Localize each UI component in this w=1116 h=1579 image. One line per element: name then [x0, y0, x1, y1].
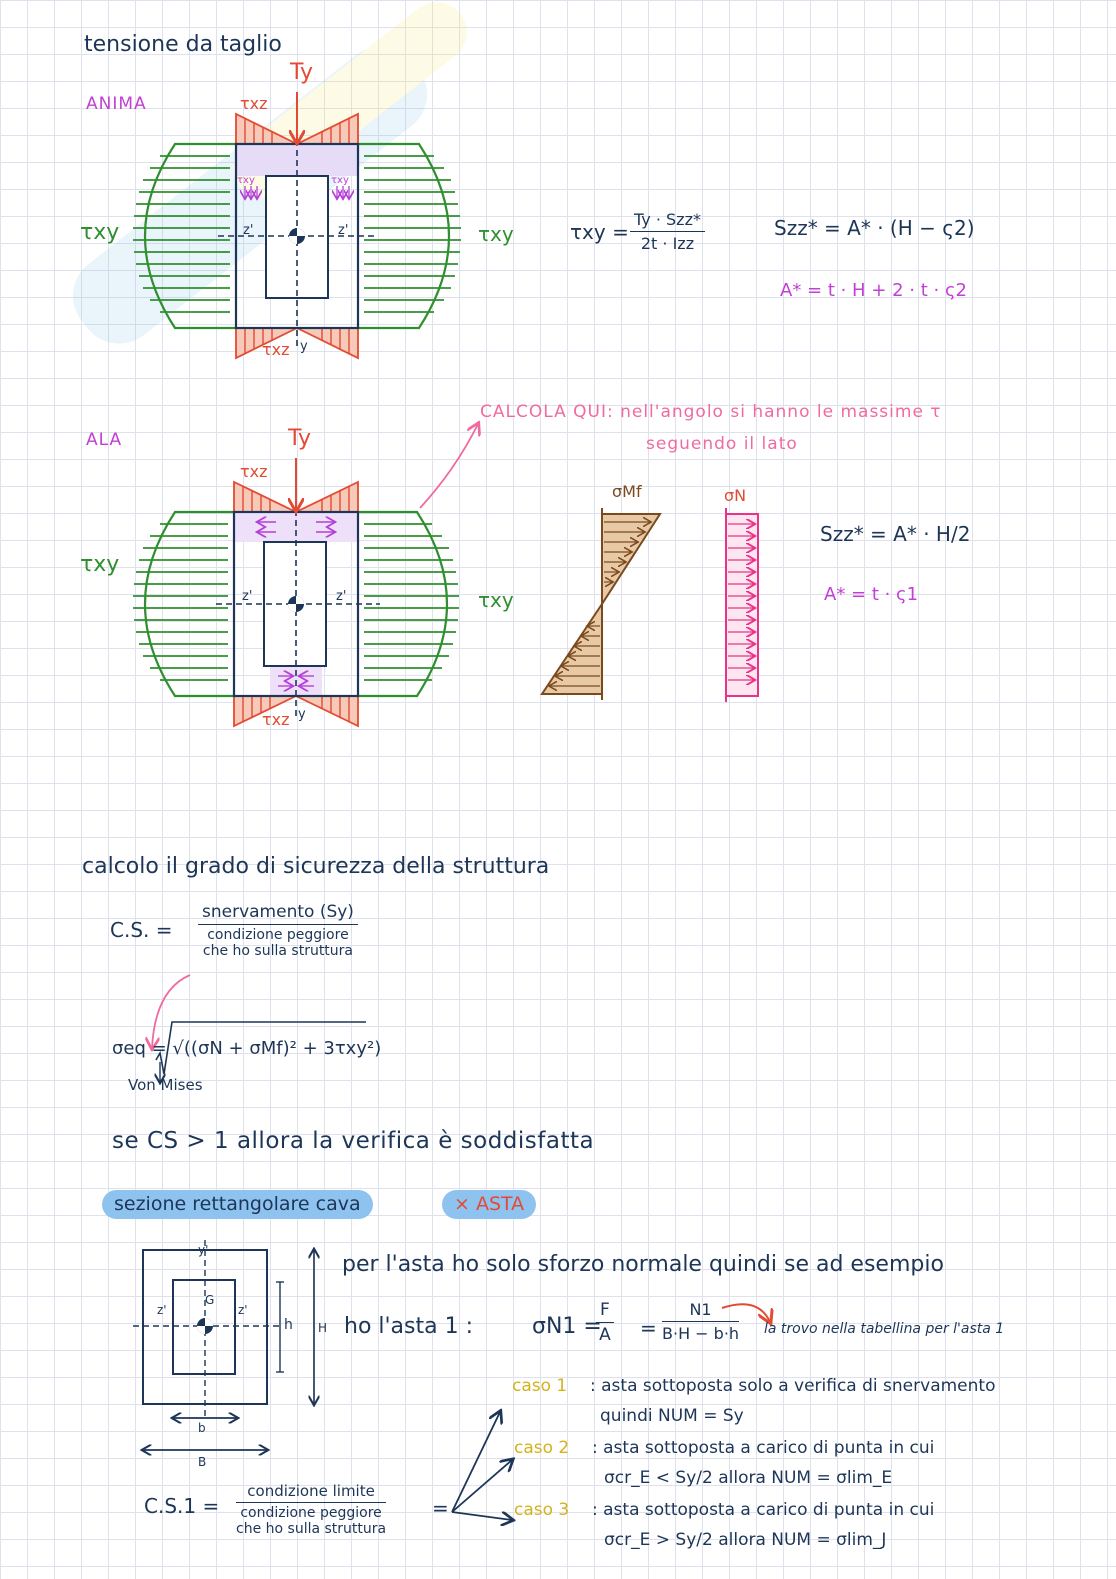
- txy-small-right: τxy: [331, 175, 349, 186]
- txz-top-anima: τxz: [240, 94, 268, 113]
- case3-line2: σcr_E > Sy/2 allora NUM = σlim_J: [604, 1530, 887, 1550]
- frac1-num: F: [596, 1300, 614, 1323]
- txy-formula-fraction: [630, 210, 705, 253]
- cs-num: snervamento (Sy): [198, 902, 358, 925]
- txy-right-ala: τxy: [478, 588, 514, 612]
- cs-fraction: [198, 902, 358, 959]
- frac1-den: A: [599, 1325, 611, 1345]
- frac-f-over-a: [596, 1300, 614, 1345]
- cs1-lhs: C.S.1 =: [144, 1494, 220, 1518]
- txy-formula-lhs: τxy =: [570, 220, 629, 244]
- frac2-num: N1: [662, 1300, 739, 1322]
- txy-left-anima: τxy: [80, 220, 120, 245]
- equals-sign: =: [640, 1316, 657, 1340]
- sigma-n1-lhs: σN1 =: [532, 1314, 602, 1339]
- sigma-mf-diagram: [542, 508, 660, 700]
- fig-g-label: G: [205, 1293, 215, 1307]
- fig-h-label: h: [284, 1317, 293, 1333]
- cs-lhs: C.S. =: [110, 918, 173, 942]
- cs1-fraction: [236, 1482, 386, 1537]
- y-axis-label-ala: y: [298, 707, 306, 722]
- von-mises-label: Von Mises: [128, 1076, 203, 1094]
- fig-B-label: B: [198, 1455, 207, 1469]
- pill-asta: × ASTA: [442, 1190, 536, 1219]
- txy-right-anima: τxy: [478, 222, 514, 246]
- sigma-mf-label: σMf: [612, 482, 642, 501]
- z-prime-right-ala: z': [336, 589, 347, 604]
- case1-tag: caso 1: [512, 1376, 568, 1396]
- asta-text-line1: per l'asta ho solo sforzo normale quindi se ad esempio: [342, 1252, 944, 1277]
- case2-tag: caso 2: [514, 1438, 570, 1458]
- z-prime-left-anima: z': [243, 223, 254, 238]
- txy-small-left: τxy: [237, 175, 255, 186]
- z-prime-right-anima: z': [338, 223, 349, 238]
- case1-line2: quindi NUM = Sy: [600, 1406, 744, 1426]
- cs1-num: condizione limite: [236, 1482, 386, 1503]
- cs-den-line1: condizione peggiore: [207, 927, 349, 943]
- ty-label-ala: Ty: [288, 426, 312, 451]
- case2-line1: : asta sottoposta a carico di punta in cui: [592, 1438, 935, 1458]
- case3-line1: : asta sottoposta a carico di punta in cui: [592, 1500, 935, 1520]
- ty-label-anima: Ty: [290, 60, 314, 85]
- section-title: tensione da taglio: [84, 32, 282, 57]
- ala-figure: [133, 458, 459, 729]
- txz-bottom-anima: τxz: [262, 340, 290, 359]
- ala-label: ALA: [86, 430, 123, 450]
- z-prime-left-ala: z': [242, 589, 253, 604]
- cs-den-line2: che ho sulla struttura: [202, 943, 354, 959]
- szz-anima: Szz* = A* · (H − ς2): [774, 216, 975, 240]
- cs1-den-line1: condizione peggiore: [240, 1505, 382, 1521]
- cs1-den-line2: che ho sulla struttura: [236, 1521, 387, 1537]
- frac2-den: B·H − b·h: [662, 1324, 740, 1343]
- verifica-text: se CS > 1 allora la verifica è soddisfatta: [112, 1128, 595, 1154]
- txz-top-ala: τxz: [240, 462, 268, 481]
- calcola-note-line2: seguendo il lato: [646, 434, 798, 454]
- txy-formula-num: Ty · Szz*: [630, 210, 705, 232]
- szz-ala: Szz* = A* · H/2: [820, 522, 971, 546]
- asta-text-line2: ho l'asta 1 :: [344, 1314, 474, 1339]
- sigma-n-diagram: [726, 508, 758, 702]
- fig-z-left-label: z': [157, 1303, 167, 1317]
- astar-anima: A* = t · H + 2 · t · ς2: [780, 280, 967, 301]
- anima-label: ANIMA: [86, 94, 147, 114]
- calcola-note-line1: CALCOLA QUI: nell'angolo si hanno le massime τ: [480, 402, 942, 422]
- sigma-n-label: σN: [724, 486, 747, 505]
- frac-n1-over-area: [662, 1300, 739, 1343]
- case3-tag: caso 3: [514, 1500, 570, 1520]
- safety-heading: calcolo il grado di sicurezza della struttura: [82, 854, 550, 879]
- pill-sezione: sezione rettangolare cava: [102, 1190, 373, 1219]
- case2-line2: σcr_E < Sy/2 allora NUM = σlim_E: [604, 1468, 893, 1488]
- txy-left-ala: τxy: [80, 552, 120, 577]
- hollow-rect-figure: [133, 1240, 314, 1450]
- fig-y-label: y': [198, 1243, 209, 1257]
- astar-ala: A* = t · ς1: [824, 584, 919, 605]
- fig-H-label: H: [318, 1321, 328, 1335]
- cs1-equals: =: [432, 1496, 449, 1520]
- case1-line1: : asta sottoposta solo a verifica di snervamento: [590, 1376, 996, 1396]
- seq-formula: σeq = √((σN + σMf)² + 3τxy²): [112, 1038, 382, 1059]
- tabellina-note: la trovo nella tabellina per l'asta 1: [764, 1321, 1005, 1337]
- y-axis-label-anima: y: [300, 339, 308, 354]
- txz-bottom-ala: τxz: [262, 710, 290, 729]
- fig-b-label: b: [198, 1421, 206, 1435]
- fig-z-right-label: z': [238, 1303, 248, 1317]
- txy-formula-den: 2t · Izz: [640, 234, 695, 253]
